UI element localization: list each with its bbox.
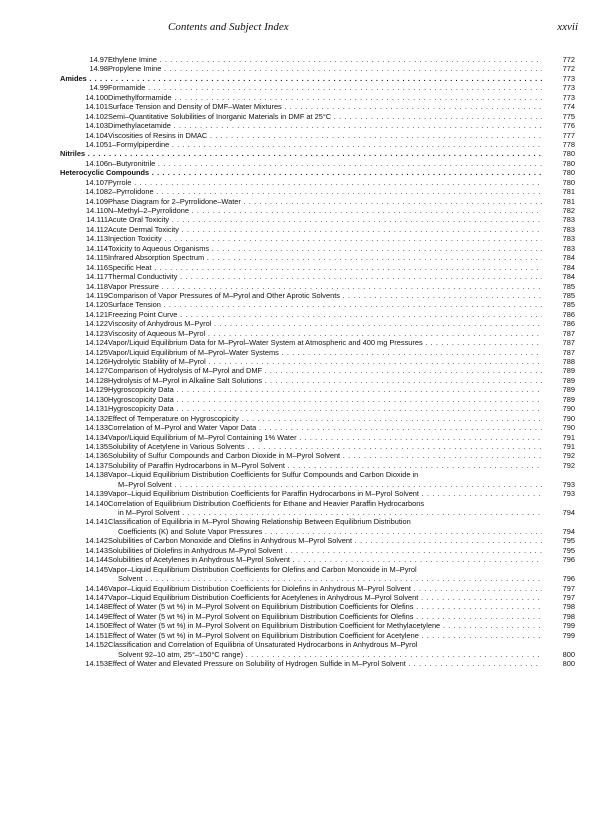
toc-entry xyxy=(0,206,602,215)
toc-entry xyxy=(0,593,602,602)
toc-entry xyxy=(0,263,602,272)
entry-number: 14.122 xyxy=(85,319,108,329)
page-number: 798 xyxy=(542,602,575,611)
entry-number: 14.126 xyxy=(85,357,108,366)
toc-entry xyxy=(0,348,602,357)
entry-title: Hygroscopicity Data . . . xyxy=(108,395,572,404)
toc-entry xyxy=(0,272,602,281)
entry-number: 14.150 xyxy=(85,621,108,631)
entry-number: 14.115 xyxy=(85,253,108,263)
page-number: 774 xyxy=(542,102,575,111)
entry-title: Propylene Imine . . . xyxy=(108,64,572,73)
entry-title: Viscosity of Aqueous M–Pyrol . . . xyxy=(108,329,572,338)
toc-entry xyxy=(0,451,602,460)
entry-title: Vapor–Liquid Equilibrium Distribution Coefficients for Acetylenes in Anhydrous M–Pyrol Solvent . . . xyxy=(108,593,572,602)
entry-title: Comparison of Vapor Pressures of M–Pyrol and Other Aprotic Solvents . . . xyxy=(108,291,572,300)
page-number: 780 xyxy=(542,159,575,168)
toc-entry xyxy=(0,121,602,130)
entry-title: Injection Toxicity . . . xyxy=(108,234,572,243)
page-number: 795 xyxy=(542,536,575,545)
entry-number: 14.146 xyxy=(85,583,108,593)
toc-entry xyxy=(0,83,602,92)
entry-title: Effect of Water (5 wt %) in M–Pyrol Solvent on Equilibrium Distribution Coefficients for Olefins . . . xyxy=(108,602,572,611)
entry-title: Solubilities of Diolefins in Anhydrous M–Pyrol Solvent . . . xyxy=(108,546,572,555)
page-number: 792 xyxy=(542,461,575,470)
toc-entry xyxy=(0,565,602,574)
page-number: 780 xyxy=(542,149,575,158)
page-number: 781 xyxy=(542,187,575,196)
entry-title: Solubility of Sulfur Compounds and Carbon Dioxide in M–Pyrol Solvent . . . xyxy=(108,451,572,460)
page-number: 785 xyxy=(542,300,575,309)
toc-entry xyxy=(0,650,602,659)
entry-number: 14.138 xyxy=(85,470,108,480)
entry-number: 14.104 xyxy=(85,130,108,140)
page-number: 772 xyxy=(542,64,575,73)
entry-number: 14.120 xyxy=(85,300,108,310)
entry-number: 14.107 xyxy=(85,177,108,187)
entry-number: 14.109 xyxy=(85,196,108,206)
toc-entry xyxy=(0,215,602,224)
entry-title: M–Pyrol Solvent . . . xyxy=(118,480,572,489)
entry-number: 14.123 xyxy=(85,328,108,338)
page-number: 786 xyxy=(542,319,575,328)
toc-entry xyxy=(0,442,602,451)
toc-entry xyxy=(0,395,602,404)
entry-number: 14.131 xyxy=(85,404,108,414)
toc-entry xyxy=(0,612,602,621)
toc-entry xyxy=(0,499,602,508)
page-number: 783 xyxy=(542,215,575,224)
toc-entry xyxy=(0,178,602,187)
entry-title: Toxicity to Aqueous Organisms . . . xyxy=(108,244,572,253)
page-number: 794 xyxy=(542,508,575,517)
page-number: 800 xyxy=(542,659,575,668)
entry-title: Vapor/Liquid Equilibrium Data for M–Pyrol–Water System at Atmospheric and 400 mg Pressures . . . xyxy=(108,338,572,347)
header-title: Contents and Subject Index xyxy=(168,21,289,33)
toc-entry xyxy=(0,470,602,479)
entry-number: 14.130 xyxy=(85,394,108,404)
entry-title: Hygroscopicity Data . . . xyxy=(108,385,572,394)
page-number: 784 xyxy=(542,253,575,262)
page-number: 787 xyxy=(542,348,575,357)
entry-title: Correlation of Equilibrium Distribution Coefficients for Ethane and Heavier Paraffin Hydrocarbons xyxy=(108,498,425,508)
entry-title: Classification of Equilibria in M–Pyrol Showing Relationship Between Equilibrium Distribution xyxy=(108,517,411,527)
entry-number: 14.110 xyxy=(85,206,108,215)
page-number: 793 xyxy=(542,489,575,498)
page-number: 784 xyxy=(542,272,575,281)
entry-title: Vapor Pressure . . . xyxy=(108,282,572,291)
page-number: 799 xyxy=(542,631,575,640)
entry-title: Classification and Correlation of Equilibria of Unsaturated Hydrocarbons in Anhydrous M–Pyrol xyxy=(108,640,418,650)
page-number: 780 xyxy=(542,168,575,177)
toc-entry xyxy=(0,574,602,583)
toc-entry xyxy=(0,527,602,536)
toc-entry xyxy=(0,357,602,366)
toc-entry xyxy=(0,423,602,432)
entry-title: Acute Oral Toxicity . . . xyxy=(108,215,572,224)
page-number: 792 xyxy=(542,451,575,460)
entry-number: 14.143 xyxy=(85,545,108,555)
entry-number: 14.128 xyxy=(85,375,108,385)
toc-entry xyxy=(0,234,602,243)
entry-number: 14.103 xyxy=(85,121,108,131)
entry-number: 14.118 xyxy=(85,281,108,291)
entry-number: 14.152 xyxy=(85,640,108,650)
entry-number: 14.106 xyxy=(85,158,108,168)
entry-number: 14.149 xyxy=(85,611,108,621)
toc-entry xyxy=(0,376,602,385)
entry-title: Surface Tension and Density of DMF–Water Mixtures . . . xyxy=(108,102,572,111)
entry-number: 14.134 xyxy=(85,432,108,442)
toc-entry xyxy=(0,197,602,206)
entry-title: Freezing Point Curve . . . xyxy=(108,310,572,319)
toc-entry xyxy=(0,93,602,102)
page-number: 789 xyxy=(542,385,575,394)
entry-title: in M–Pyrol Solvent . . . xyxy=(118,508,572,517)
entry-title: Semi–Quantitative Solubilities of Inorganic Materials in DMF at 25°C . . . xyxy=(108,112,572,121)
entry-number: 14.99 xyxy=(89,83,108,93)
page-number: 787 xyxy=(542,338,575,347)
page-number: 776 xyxy=(542,121,575,130)
toc-entry xyxy=(0,555,602,564)
entry-number: 14.121 xyxy=(85,309,108,319)
toc-entry xyxy=(0,159,602,168)
entry-title: Coefficients (K) and Solute Vapor Pressures . . . xyxy=(118,527,572,536)
entry-title: Vapor–Liquid Equilibrium Distribution Coefficients for Olefins and Carbon Monoxide in M–Pyrol xyxy=(108,564,417,574)
section-heading xyxy=(0,168,602,177)
toc-entry xyxy=(0,329,602,338)
running-header xyxy=(60,21,580,37)
toc-entry xyxy=(0,319,602,328)
entry-title: Dimethylacetamide . . . xyxy=(108,121,572,130)
toc-entry xyxy=(0,480,602,489)
toc-entry xyxy=(0,404,602,413)
page-number: 787 xyxy=(542,329,575,338)
entry-number: 14.148 xyxy=(85,602,108,612)
toc-entry xyxy=(0,584,602,593)
entry-number: 14.141 xyxy=(85,517,108,527)
page-number: 773 xyxy=(542,83,575,92)
toc-entry xyxy=(0,631,602,640)
page-number: 797 xyxy=(542,584,575,593)
entry-number: 14.114 xyxy=(85,243,108,253)
toc-entry xyxy=(0,385,602,394)
page-number: 783 xyxy=(542,234,575,243)
contents-list xyxy=(0,55,602,668)
entry-title: Surface Tension . . . xyxy=(108,300,572,309)
entry-title: Effect of Temperature on Hygroscopicity . . . xyxy=(108,414,572,423)
toc-entry xyxy=(0,414,602,423)
entry-number: 14.153 xyxy=(85,659,108,668)
page-number: 789 xyxy=(542,395,575,404)
page-number: 785 xyxy=(542,291,575,300)
section-heading xyxy=(0,149,602,158)
page-number: 790 xyxy=(542,423,575,432)
toc-entry xyxy=(0,291,602,300)
entry-number: 14.102 xyxy=(85,111,108,121)
entry-title: Solvent . . . xyxy=(118,574,572,583)
entry-title: Vapor/Liquid Equilibrium of M–Pyrol Containing 1% Water . . . xyxy=(108,433,572,442)
page-number: 782 xyxy=(542,206,575,215)
toc-entry xyxy=(0,112,602,121)
entry-title: Effect of Water (5 wt %) in M–Pyrol Solvent on Equilibrium Distribution Coefficient for Methylacetylene . . . xyxy=(108,621,572,630)
page-number: 777 xyxy=(542,131,575,140)
toc-entry xyxy=(0,140,602,149)
entry-number: 14.140 xyxy=(85,498,108,508)
toc-entry xyxy=(0,366,602,375)
section-heading xyxy=(0,74,602,83)
entry-title: 1–Formylpiperdine . . . xyxy=(108,140,572,149)
entry-title: Hygroscopicity Data . . . xyxy=(108,404,572,413)
page-number: 796 xyxy=(542,555,575,564)
entry-title: Effect of Water (5 wt %) in M–Pyrol Solvent on Equilibrium Distribution Coefficients for Olefins . . . xyxy=(108,612,572,621)
entry-number: 14.112 xyxy=(85,224,108,234)
entry-number: 14.98 xyxy=(89,64,108,74)
entry-number: 14.147 xyxy=(85,592,108,602)
toc-entry xyxy=(0,310,602,319)
entry-number: 14.144 xyxy=(85,555,108,565)
entry-title: N–Methyl–2–Pyrrolidone . . . xyxy=(108,206,572,215)
toc-entry xyxy=(0,282,602,291)
entry-title: Vapor/Liquid Equilibrium of M–Pyrol–Water Systems . . . xyxy=(108,348,572,357)
entry-number: 14.108 xyxy=(85,187,108,197)
toc-entry xyxy=(0,640,602,649)
page-number: 800 xyxy=(542,650,575,659)
entry-number: 14.139 xyxy=(85,489,108,499)
entry-title: Vapor–Liquid Equilibrium Distribution Coefficients for Sulfur Compounds and Carbon Dioxide in xyxy=(108,470,419,480)
page-number: 783 xyxy=(542,225,575,234)
entry-title: Hydrolytic Stability of M–Pyrol . . . xyxy=(108,357,572,366)
page-number: 784 xyxy=(542,263,575,272)
entry-number: 14.117 xyxy=(85,272,108,282)
entry-title: Solvent 92–10 atm, 25°–150°C range) . . . xyxy=(118,650,572,659)
entry-title: Hydrolysis of M–Pyrol in Alkaline Salt Solutions . . . xyxy=(108,376,572,385)
entry-number: 14.125 xyxy=(85,347,108,357)
toc-entry xyxy=(0,253,602,262)
entry-title: Effect of Water (5 wt %) in M–Pyrol Solvent on Equilibrium Distribution Coefficient for Acetylene . . . xyxy=(108,631,572,640)
page-number: 780 xyxy=(542,178,575,187)
entry-title: Effect of Water and Elevated Pressure on Solubility of Hydrogen Sulfide in M–Pyrol Solvent . . . xyxy=(108,659,572,668)
page-number: 789 xyxy=(542,376,575,385)
page-number: 793 xyxy=(542,480,575,489)
entry-title: Comparison of Hydrolysis of M–Pyrol and DMF . . . xyxy=(108,366,572,375)
toc-entry xyxy=(0,338,602,347)
entry-title: Pyrrole . . . xyxy=(108,178,572,187)
page-number: 783 xyxy=(542,244,575,253)
toc-entry xyxy=(0,621,602,630)
entry-number: 14.133 xyxy=(85,423,108,433)
entry-number: 14.137 xyxy=(85,460,108,470)
toc-entry xyxy=(0,517,602,526)
entry-number: 14.119 xyxy=(85,290,108,300)
page-number: 788 xyxy=(542,357,575,366)
toc-entry xyxy=(0,187,602,196)
section-title: Nitriles . . . xyxy=(60,149,572,158)
entry-title: Solubility of Acetylene in Various Solvents . . . xyxy=(108,442,572,451)
entry-number: 14.151 xyxy=(85,630,108,640)
entry-number: 14.129 xyxy=(85,385,108,395)
page-number: 790 xyxy=(542,404,575,413)
entry-number: 14.136 xyxy=(85,451,108,461)
entry-title: Vapor–Liquid Equilibrium Distribution Coefficients for Diolefins in Anhydrous M–Pyrol Solvent . . . xyxy=(108,584,572,593)
entry-number: 14.97 xyxy=(89,55,108,64)
section-title: Amides . . . xyxy=(60,74,572,83)
entry-number: 14.124 xyxy=(85,338,108,348)
toc-entry xyxy=(0,225,602,234)
entry-title: Vapor–Liquid Equilibrium Distribution Coefficients for Paraffin Hydrocarbons in M–Pyrol Solvent . . . xyxy=(108,489,572,498)
section-title: Heterocyclic Compounds . . . xyxy=(60,168,572,177)
toc-entry xyxy=(0,102,602,111)
page-number: 778 xyxy=(542,140,575,149)
page-number: 775 xyxy=(542,112,575,121)
page-number: 795 xyxy=(542,546,575,555)
entry-title: Correlation of M–Pyrol and Water Vapor Data . . . xyxy=(108,423,572,432)
entry-title: Viscosities of Resins in DMAC . . . xyxy=(108,131,572,140)
toc-entry xyxy=(0,131,602,140)
entry-number: 14.132 xyxy=(85,413,108,423)
page-number: 781 xyxy=(542,197,575,206)
toc-entry xyxy=(0,55,602,64)
entry-title: Formamide . . . xyxy=(108,83,572,92)
page-number: 799 xyxy=(542,621,575,630)
entry-number: 14.100 xyxy=(85,92,108,102)
page-number: 797 xyxy=(542,593,575,602)
page-number: 791 xyxy=(542,433,575,442)
entry-title: n–Butyronitrile . . . xyxy=(108,159,572,168)
toc-entry xyxy=(0,433,602,442)
toc-entry xyxy=(0,489,602,498)
page-number: 785 xyxy=(542,282,575,291)
page-number: 773 xyxy=(542,93,575,102)
toc-entry xyxy=(0,461,602,470)
toc-entry xyxy=(0,546,602,555)
page-number: 790 xyxy=(542,414,575,423)
entry-title: Acute Dermal Toxicity . . . xyxy=(108,225,572,234)
toc-entry xyxy=(0,300,602,309)
entry-number: 14.105 xyxy=(85,139,108,149)
entry-title: Dimethylformamide . . . xyxy=(108,93,572,102)
entry-title: 2–Pyrrolidone . . . xyxy=(108,187,572,196)
page-number: 796 xyxy=(542,574,575,583)
page-number: 789 xyxy=(542,366,575,375)
entry-title: Ethylene Imine . . . xyxy=(108,55,572,64)
header-page-numeral: xxvii xyxy=(557,21,578,33)
entry-number: 14.116 xyxy=(85,262,108,272)
entry-number: 14.113 xyxy=(85,234,108,244)
entry-number: 14.135 xyxy=(85,441,108,451)
entry-title: Solubilities of Acetylenes in Anhydrous M–Pyrol Solvent . . . xyxy=(108,555,572,564)
toc-entry xyxy=(0,508,602,517)
page-number: 786 xyxy=(542,310,575,319)
page-number: 791 xyxy=(542,442,575,451)
page-number: 773 xyxy=(542,74,575,83)
entry-title: Specific Heat . . . xyxy=(108,263,572,272)
toc-entry xyxy=(0,244,602,253)
entry-title: Solubility of Paraffin Hydrocarbons in M–Pyrol Solvent . . . xyxy=(108,461,572,470)
entry-title: Phase Diagram for 2–Pyrrolidone–Water . . . xyxy=(108,197,572,206)
page-number: 798 xyxy=(542,612,575,621)
toc-entry xyxy=(0,659,602,668)
entry-number: 14.145 xyxy=(85,564,108,574)
entry-number: 14.111 xyxy=(86,215,108,225)
entry-title: Viscosity of Anhydrous M–Pyrol . . . xyxy=(108,319,572,328)
entry-title: Thermal Conductivity . . . xyxy=(108,272,572,281)
toc-entry xyxy=(0,64,602,73)
entry-title: Infrared Absorption Spectrum . . . xyxy=(108,253,572,262)
entry-number: 14.142 xyxy=(85,536,108,546)
entry-number: 14.101 xyxy=(85,102,108,112)
entry-number: 14.127 xyxy=(85,366,108,376)
toc-entry xyxy=(0,536,602,545)
entry-title: Solubilities of Carbon Monoxide and Olefins in Anhydrous M–Pyrol Solvent . . . xyxy=(108,536,572,545)
page-number: 772 xyxy=(542,55,575,64)
toc-entry xyxy=(0,602,602,611)
page-number: 794 xyxy=(542,527,575,536)
